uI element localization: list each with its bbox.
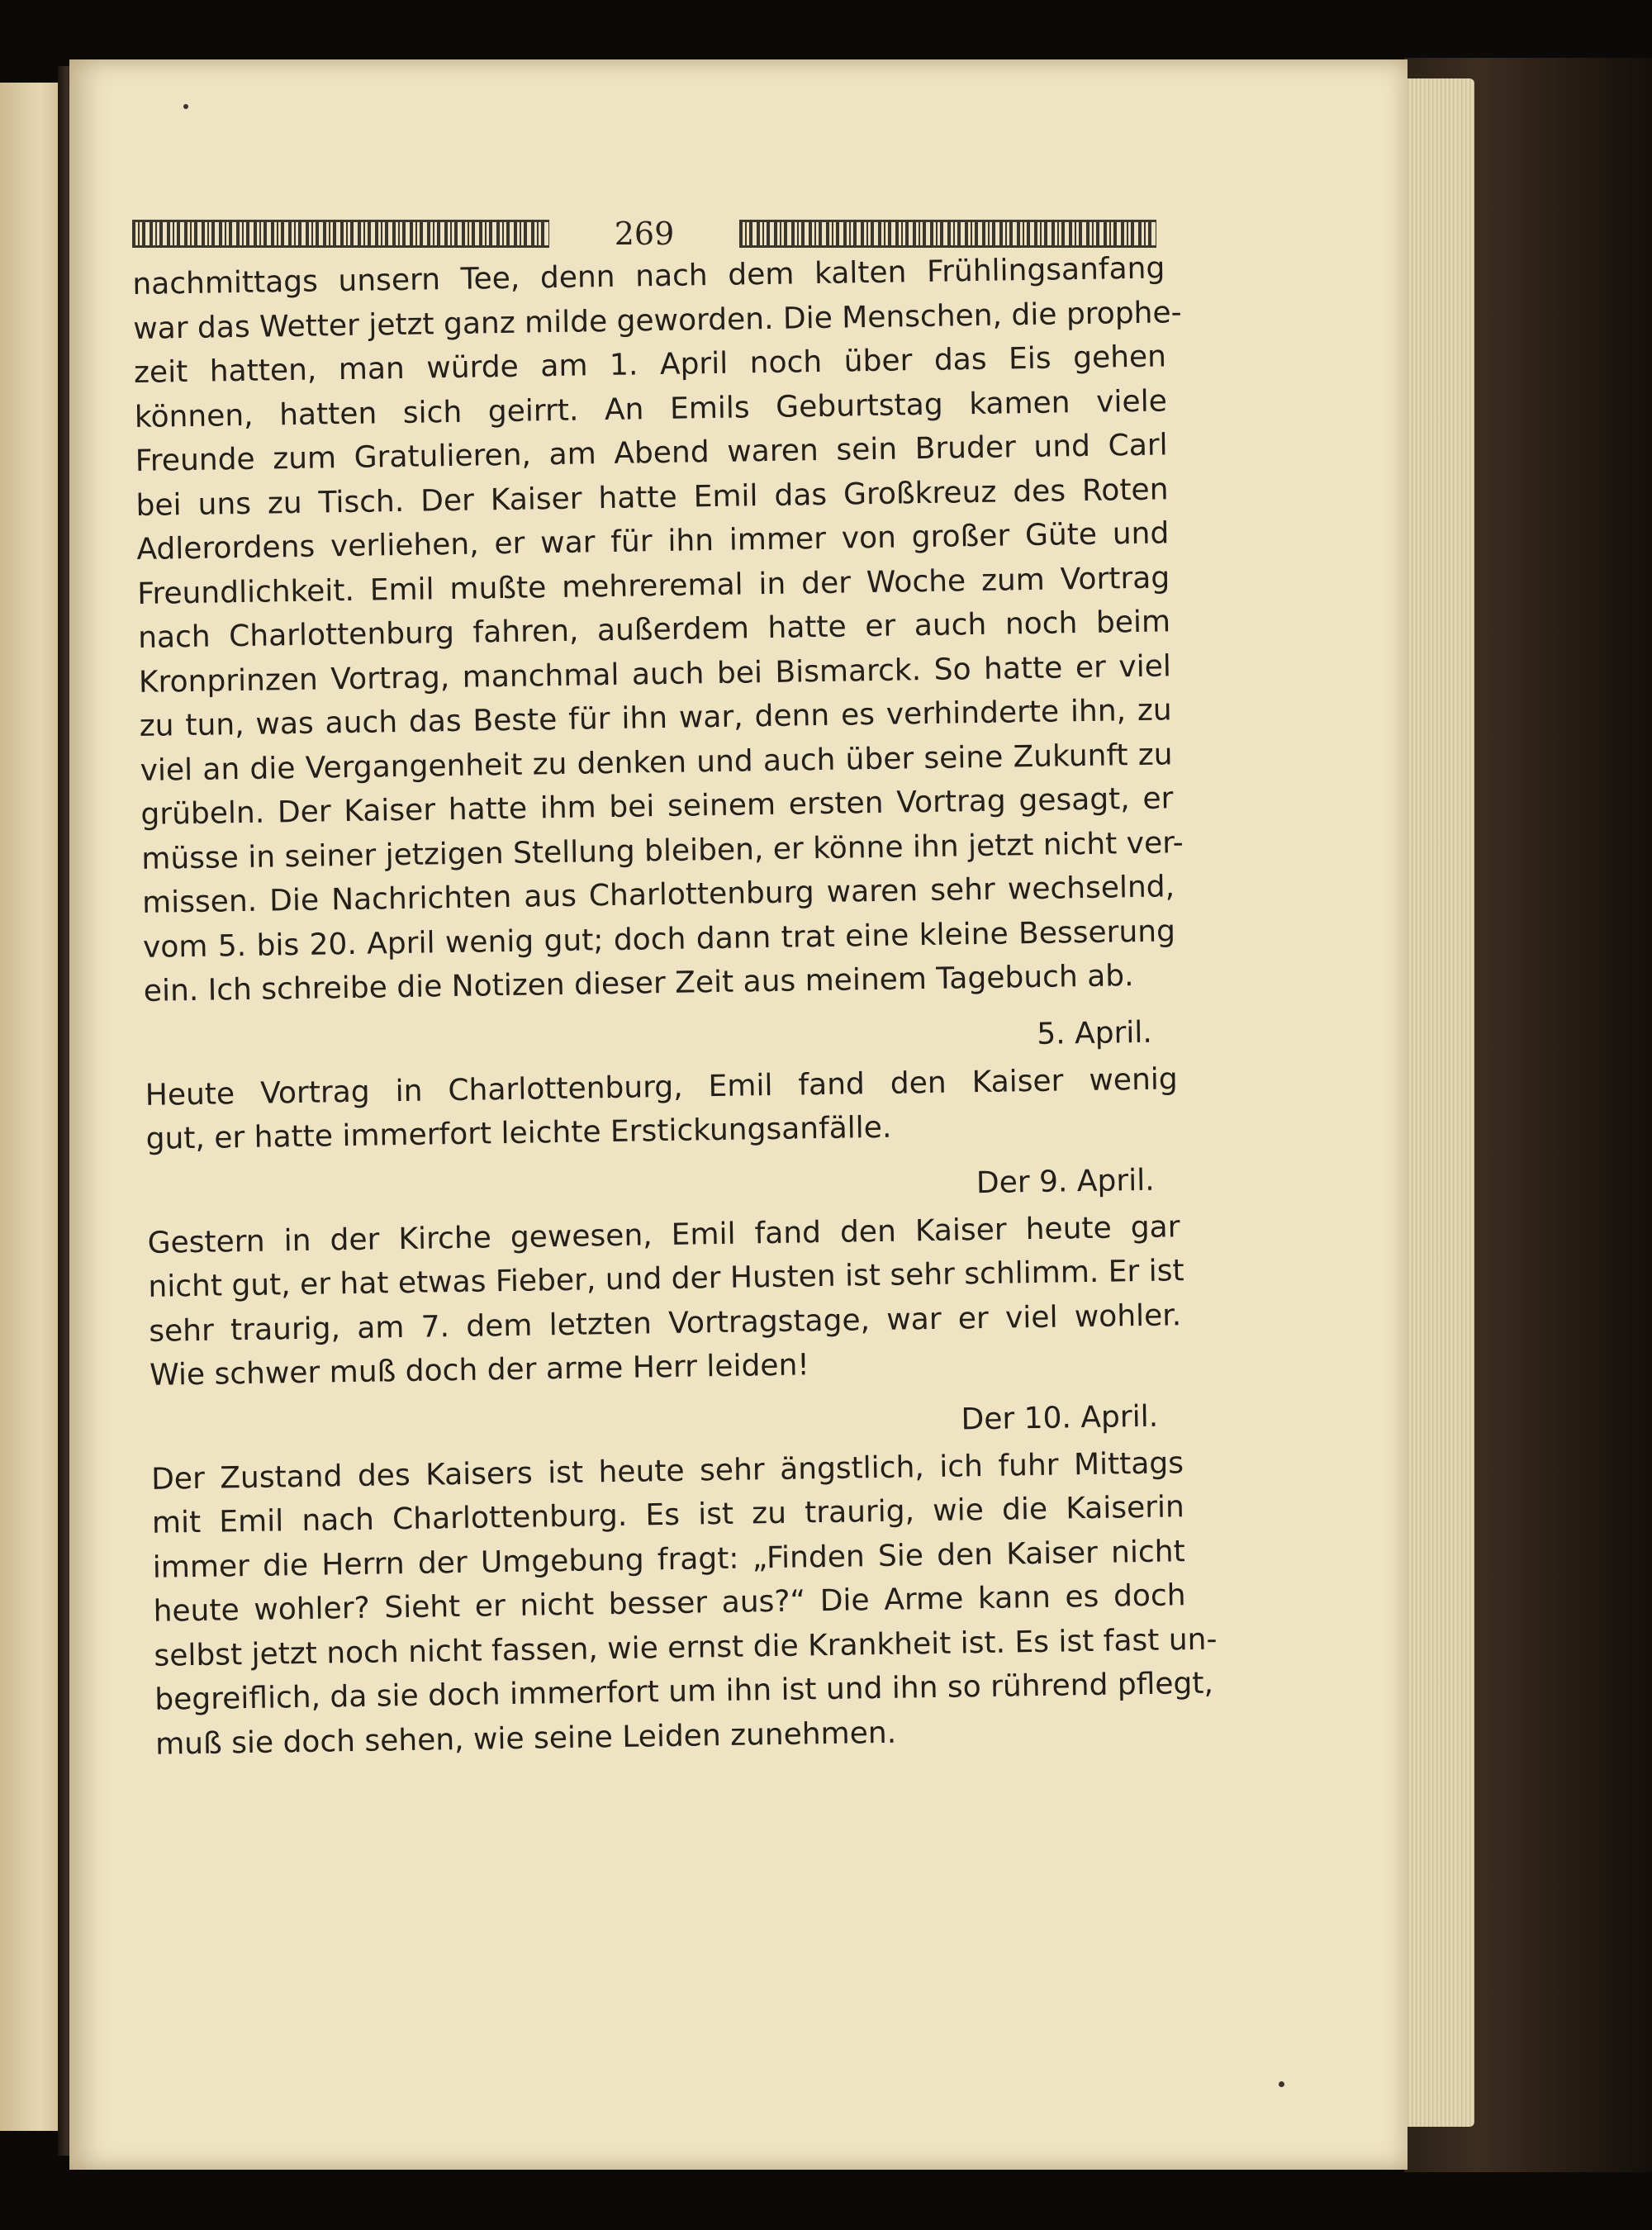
text-line: müsse in seiner jetzigen Stellung bleiben, er könne ihn jetzt nicht ver-: [141, 825, 1184, 876]
text-line: war das Wetter jetzt ganz milde geworden. Die Menschen, die prophe-: [132, 295, 1182, 346]
text-line: Freunde zum Gratulieren, am Abend waren sein Bruder und Carl: [135, 428, 1168, 478]
text-line: Gestern in der Kirche gewesen, Emil fand den Kaiser heute gar: [147, 1209, 1180, 1260]
text-line: zeit hatten, man würde am 1. April noch über das Eis gehen: [133, 339, 1167, 390]
text-line: heute wohler? Sieht er nicht besser aus?“ Die Arme kann es doch: [153, 1578, 1186, 1629]
page-number: 269: [614, 216, 675, 252]
paper-speck: [1279, 2081, 1284, 2087]
text-line: Kronprinzen Vortrag, manchmal auch bei Bismarck. So hatte er viel: [138, 648, 1172, 700]
ornament-border-right: [739, 220, 1156, 248]
text-line: Der Zustand des Kaisers ist heute sehr ängstlich, ich fuhr Mittags: [150, 1445, 1184, 1497]
text-line: immer die Herrn der Umgebung fragt: „Finden Sie den Kaiser nicht: [152, 1534, 1185, 1585]
paragraph: [150, 1441, 1218, 1767]
ornament-border-left: [132, 220, 549, 248]
text-line: ein. Ich schreibe die Notizen dieser Zeit aus meinem Tagebuch ab.: [143, 959, 1134, 1008]
text-line: mit Emil nach Charlottenburg. Es ist zu traurig, wie die Kaiserin: [151, 1490, 1185, 1540]
text-line: selbst jetzt noch nicht fassen, wie ernst die Krankheit ist. Es ist fast un-: [154, 1622, 1218, 1673]
text-line: Wie schwer muß doch der arme Herr leiden!: [149, 1348, 810, 1393]
text-line: sehr traurig, am 7. dem letzten Vortragstage, war er viel wohler.: [149, 1298, 1182, 1349]
text-line: zu tun, was auch das Beste für ihn war, denn es verhinderte ihn, zu: [139, 693, 1172, 743]
text-line: vom 5. bis 20. April wenig gut; doch dann trat eine kleine Besserung: [142, 913, 1176, 965]
page-stack-edge: [1396, 78, 1474, 2127]
text-line: nachmittags unsern Tee, denn nach dem kalten Frühlingsanfang: [132, 251, 1165, 301]
paper-speck: [183, 104, 188, 109]
diary-date: 5. April.: [1036, 1015, 1153, 1051]
text-line: Adlerordens verliehen, er war für ihn immer von großer Güte und: [136, 516, 1170, 567]
text-line: Heute Vortrag in Charlottenburg, Emil fand den Kaiser wenig: [145, 1061, 1179, 1113]
page-body: [132, 246, 1218, 1766]
text-line: nicht gut, er hat etwas Fieber, und der Husten ist sehr schlimm. Er ist: [148, 1254, 1184, 1304]
text-line: nach Charlottenburg fahren, außerdem hatte er auch noch beim: [137, 605, 1171, 655]
paragraph: [132, 246, 1184, 1013]
diary-date: Der 9. April.: [976, 1163, 1155, 1200]
text-line: viel an die Vergangenheit zu denken und auch über seine Zukunft zu: [140, 737, 1173, 788]
text-line: Freundlichkeit. Emil mußte mehreremal in der Woche zum Vortrag: [136, 560, 1170, 611]
text-line: können, hatten sich geirrt. An Emils Geburtstag kamen viele: [134, 383, 1168, 434]
text-line: missen. Die Nachrichten aus Charlottenburg waren sehr wechselnd,: [141, 870, 1175, 920]
diary-date: Der 10. April.: [961, 1399, 1159, 1436]
paragraph: [147, 1205, 1182, 1398]
text-line: gut, er hatte immerfort leichte Erstickungsanfälle.: [145, 1110, 892, 1156]
text-line: muß sie doch sehen, wie seine Leiden zunehmen.: [154, 1715, 897, 1762]
text-line: begreiflich, da sie doch immerfort um ihn ist und ihn so rührend pflegt,: [154, 1666, 1214, 1717]
text-line: grübeln. Der Kaiser hatte ihm bei seinem ersten Vortrag gesagt, er: [140, 781, 1174, 832]
text-line: bei uns zu Tisch. Der Kaiser hatte Emil das Großkreuz des Roten: [135, 472, 1169, 523]
paragraph: [145, 1057, 1179, 1162]
